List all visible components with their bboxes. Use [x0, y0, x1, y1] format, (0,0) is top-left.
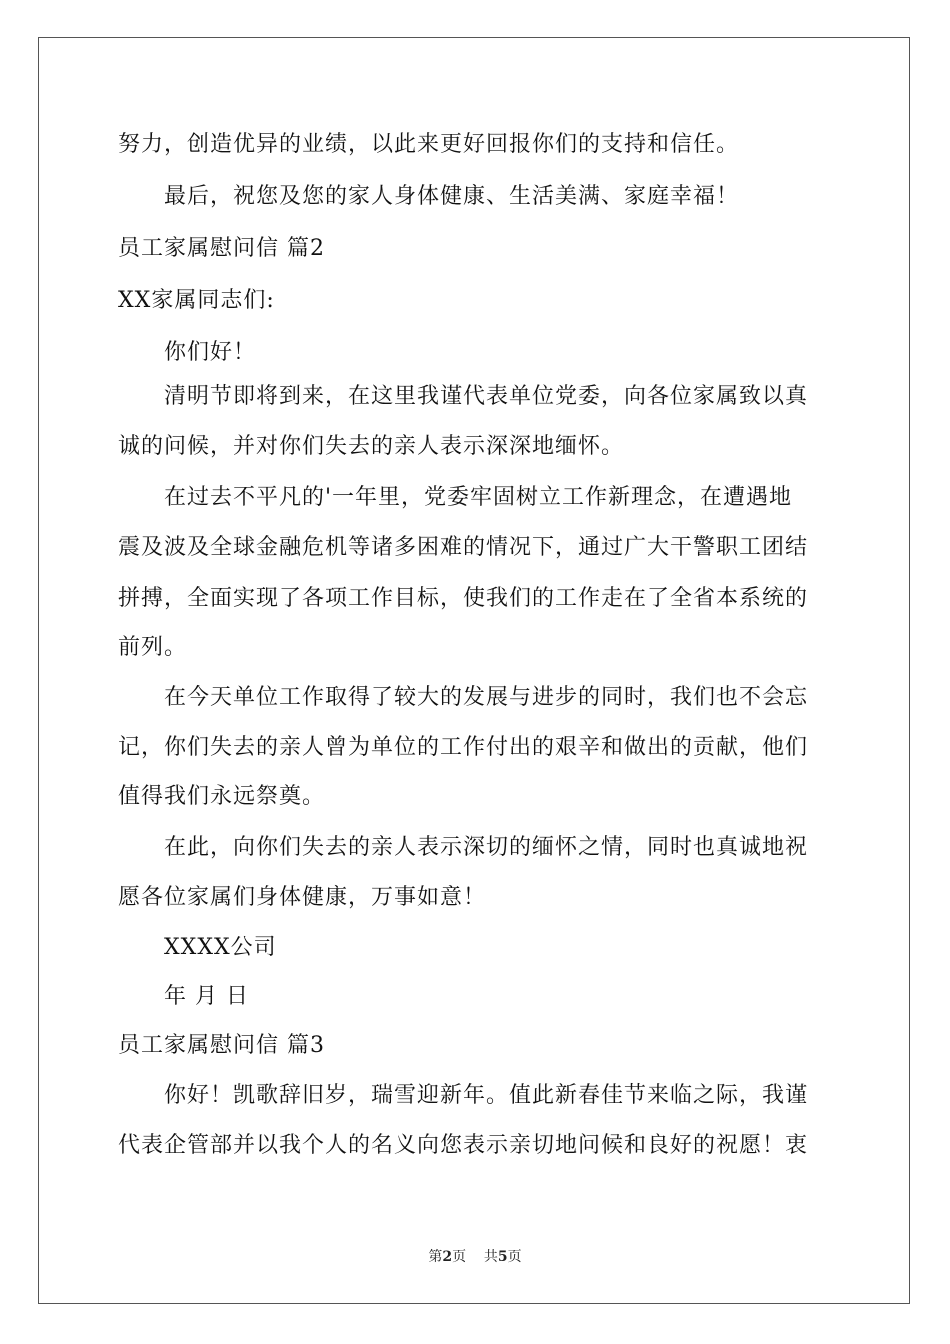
greeting: 你们好！	[164, 340, 257, 365]
text-line: 值得我们永远祭奠。	[118, 784, 326, 809]
page-footer	[0, 1247, 950, 1267]
text-line: 诚的问候，并对你们失去的亲人表示深深地缅怀。	[118, 434, 625, 459]
section-heading: 员工家属慰问信 篇2	[118, 236, 325, 261]
text-line: 代表企管部并以我个人的名义向您表示亲切地问候和良好的祝愿！衷	[118, 1133, 809, 1158]
text-line: 在此，向你们失去的亲人表示深切的缅怀之情，同时也真诚地祝	[164, 835, 809, 860]
current-page-number: 2	[442, 1249, 453, 1265]
text-line: 在今天单位工作取得了较大的发展与进步的同时，我们也不会忘	[164, 685, 809, 710]
text-line: 拼搏，全面实现了各项工作目标，使我们的工作走在了全省本系统的	[118, 586, 809, 611]
text-line: 努力，创造优异的业绩，以此来更好回报你们的支持和信任。	[118, 132, 740, 157]
section-heading: 员工家属慰问信 篇3	[118, 1033, 325, 1058]
text-line: 记，你们失去的亲人曾为单位的工作付出的艰辛和做出的贡献，他们	[118, 735, 809, 760]
total-page-number: 5	[497, 1249, 508, 1265]
text-line: 清明节即将到来，在这里我谨代表单位党委，向各位家属致以真	[164, 384, 809, 409]
text-line: 最后，祝您及您的家人身体健康、生活美满、家庭幸福！	[164, 184, 740, 209]
signature-date: 年 月 日	[164, 984, 249, 1009]
text-line: 在过去不平凡的'一年里，党委牢固树立工作新理念，在遭遇地	[164, 485, 793, 510]
text-line: 你好！凯歌辞旧岁，瑞雪迎新年。值此新春佳节来临之际，我谨	[164, 1083, 809, 1108]
page-suffix: 页	[452, 1249, 467, 1265]
text-line: 震及波及全球金融危机等诸多困难的情况下，通过广大干警职工团结	[118, 535, 809, 560]
total-suffix: 页	[507, 1249, 522, 1265]
text-line: 愿各位家属们身体健康，万事如意！	[118, 885, 487, 910]
salutation: XX家属同志们:	[118, 288, 275, 313]
page-prefix: 第	[428, 1249, 443, 1265]
text-line: 前列。	[118, 635, 188, 660]
total-prefix: 共	[483, 1249, 498, 1265]
signature-company: XXXX公司	[164, 935, 277, 960]
